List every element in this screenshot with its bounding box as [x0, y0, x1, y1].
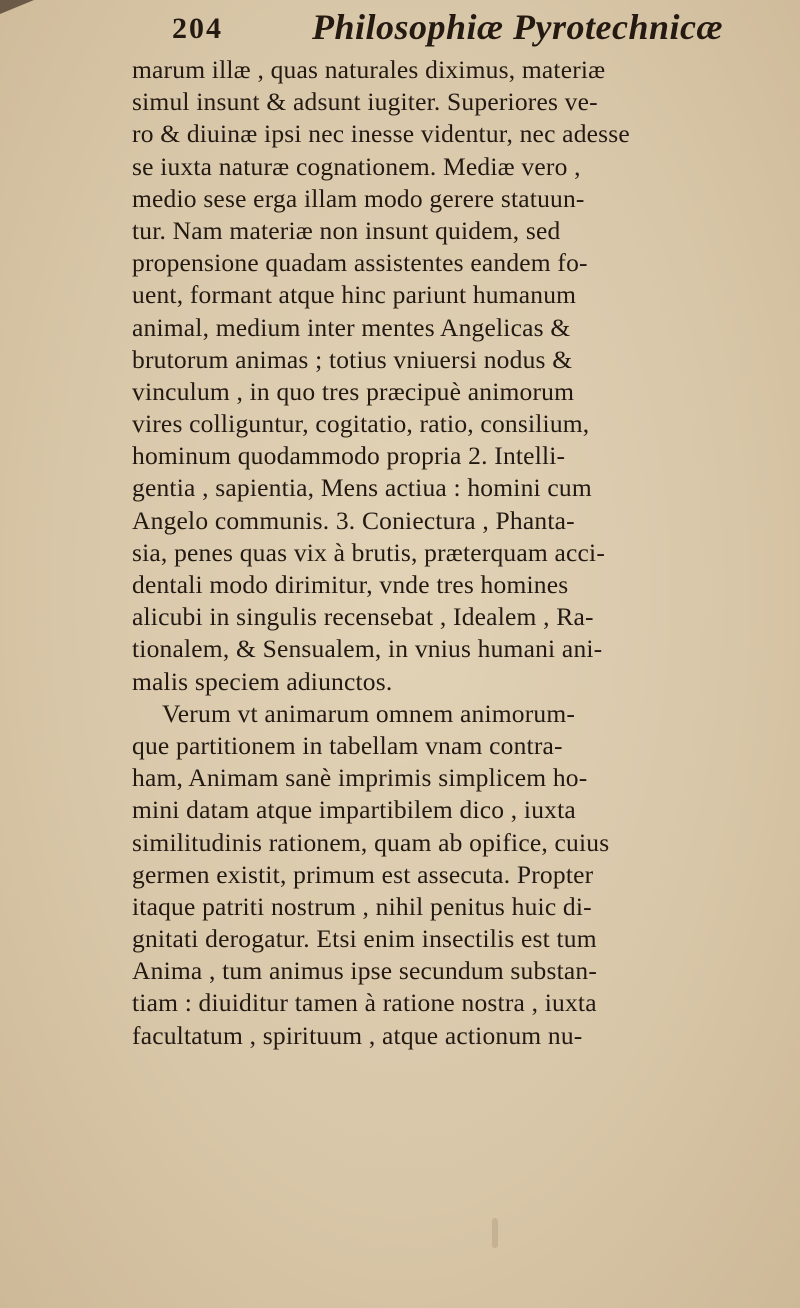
- text-line: gnitati derogatur. Etsi enim insectilis est tum: [132, 924, 597, 954]
- text-line: sia, penes quas vix à brutis, præterquam acci-: [132, 537, 606, 567]
- text-line: uent, formant atque hinc pariunt humanum: [132, 280, 577, 310]
- text-line: propensione quadam assistentes eandem fo-: [132, 248, 588, 278]
- text-line: germen existit, primum est assecuta. Propter: [132, 859, 594, 889]
- body-text: [132, 54, 752, 1052]
- text-line: Anima , tum animus ipse secundum substan-: [132, 956, 598, 986]
- text-line: alicubi in singulis recensebat , Idealem , Ra-: [132, 602, 594, 632]
- text-line: ro & diuinæ ipsi nec inesse videntur, nec adesse: [132, 119, 630, 149]
- paragraph-start-line: Verum vt animarum omnem animorum-: [162, 698, 576, 728]
- text-line: vinculum , in quo tres præcipuè animorum: [132, 376, 575, 406]
- paper-stain: [492, 1218, 498, 1248]
- text-line: brutorum animas ; totius vniuersi nodus &: [132, 344, 573, 374]
- text-line: animal, medium inter mentes Angelicas &: [132, 312, 571, 342]
- text-line: marum illæ , quas naturales diximus, materiæ: [132, 55, 606, 84]
- page-corner: [0, 0, 34, 14]
- text-line: se iuxta naturæ cognationem. Mediæ vero ,: [132, 151, 581, 181]
- text-line: medio sese erga illam modo gerere statuun-: [132, 183, 585, 213]
- page-number: 204: [172, 12, 223, 45]
- text-line: tionalem, & Sensualem, in vnius humani ani-: [132, 634, 603, 664]
- page-header: [172, 6, 732, 58]
- text-line: tur. Nam materiæ non insunt quidem, sed: [132, 215, 561, 245]
- running-head: Philosophiæ Pyrotechnicæ: [312, 7, 724, 47]
- text-line: malis speciem adiunctos.: [132, 666, 393, 696]
- text-line: vires colliguntur, cogitatio, ratio, consilium,: [132, 409, 590, 439]
- text-line: ham, Animam sanè imprimis simplicem ho-: [132, 763, 588, 793]
- text-line: dentali modo dirimitur, vnde tres homines: [132, 570, 569, 599]
- text-line: hominum quodammodo propria 2. Intelli-: [132, 441, 566, 471]
- text-line: itaque patriti nostrum , nihil penitus huic di-: [132, 891, 592, 921]
- text-line: simul insunt & adsunt iugiter. Superiores ve-: [132, 87, 598, 117]
- text-line: mini datam atque impartibilem dico , iuxta: [132, 795, 576, 825]
- text-line: facultatum , spirituum , atque actionum nu-: [132, 1020, 583, 1050]
- text-line: Angelo communis. 3. Coniectura , Phanta-: [132, 505, 575, 535]
- text-line: similitudinis rationem, quam ab opifice, cuius: [132, 827, 610, 857]
- text-line: tiam : diuiditur tamen à ratione nostra , iuxta: [132, 988, 597, 1018]
- text-line: que partitionem in tabellam vnam contra-: [132, 730, 563, 760]
- text-line: gentia , sapientia, Mens actiua : homini cum: [132, 473, 592, 503]
